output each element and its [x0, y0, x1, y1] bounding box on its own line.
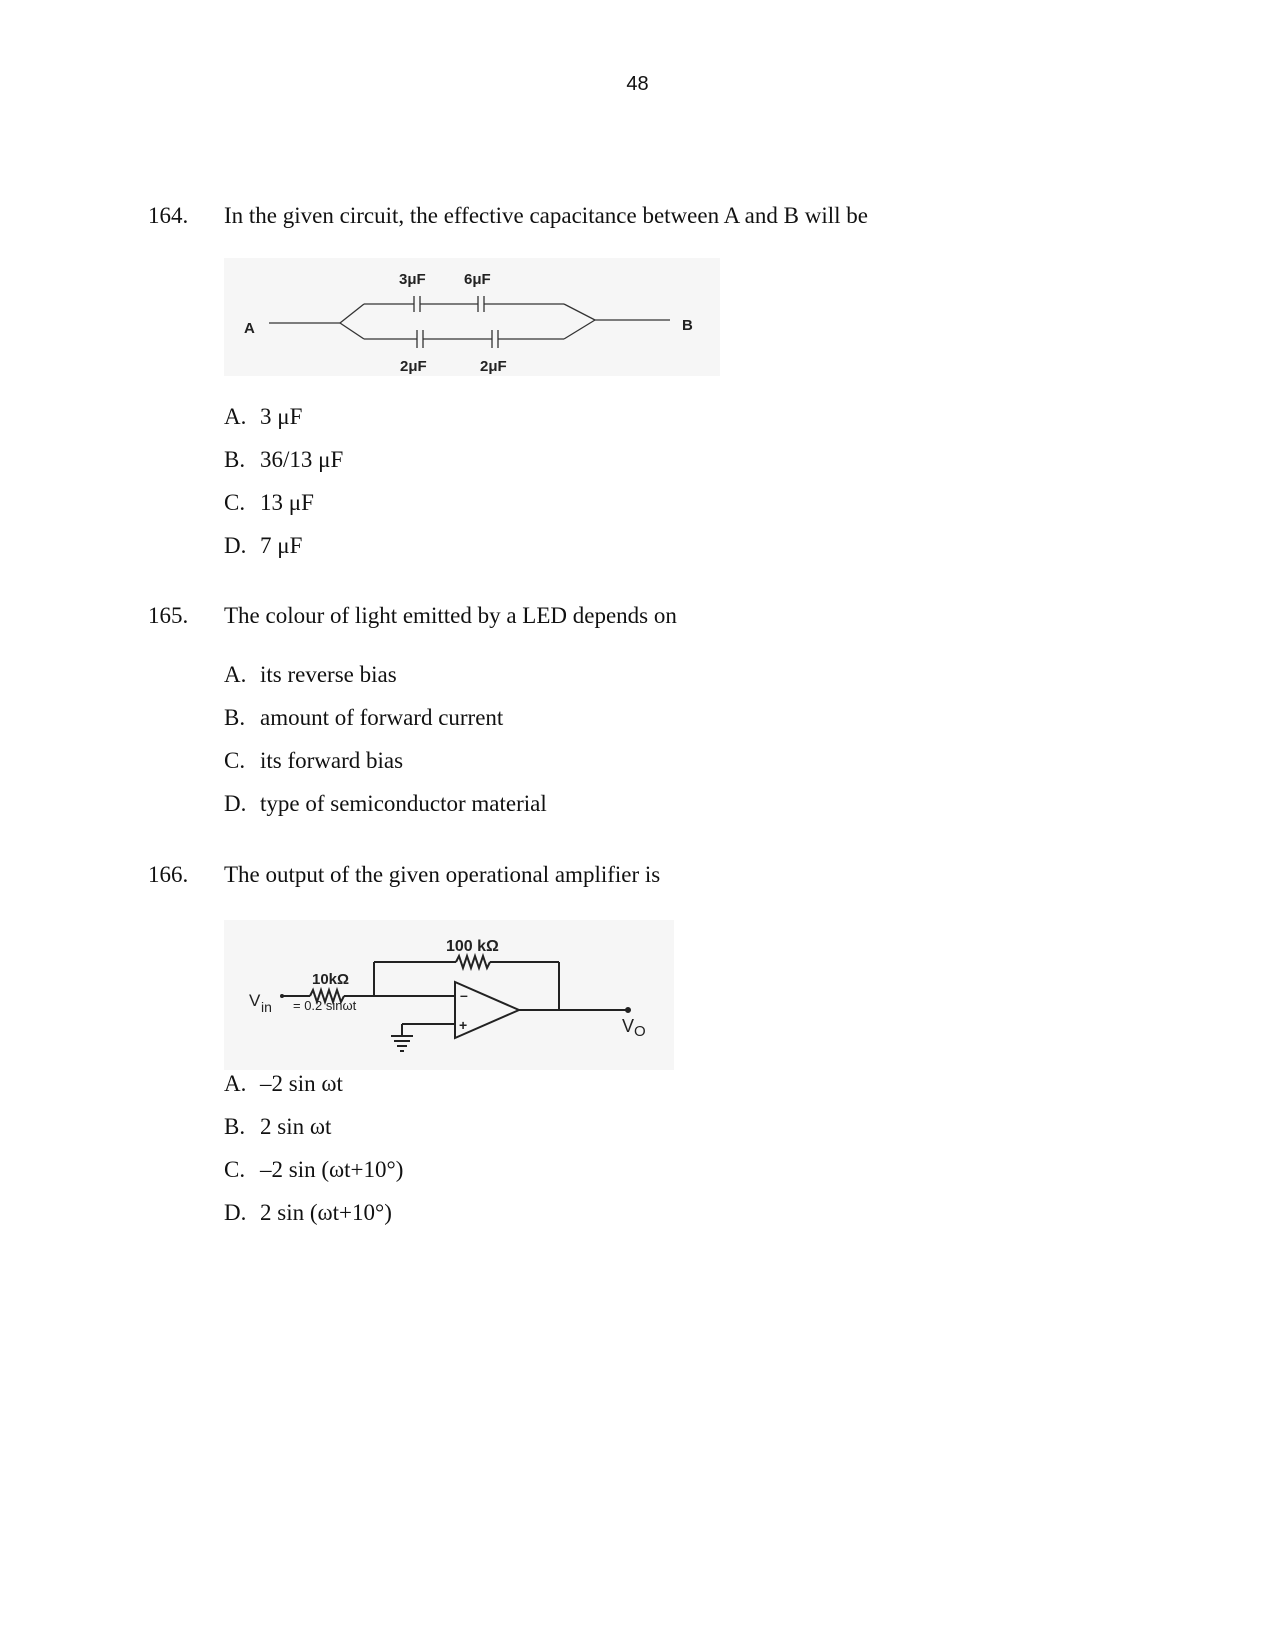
option-164-d: [224, 533, 302, 559]
option-letter: B.: [224, 1114, 246, 1139]
page-number: 48: [626, 73, 649, 95]
node-b-label: B: [682, 317, 693, 334]
question-165-text: The colour of light emitted by a LED depends on: [224, 603, 677, 628]
option-letter: C.: [224, 748, 246, 773]
option-164-b: [224, 447, 343, 473]
option-text: –2 sin (ωt+10°): [260, 1157, 404, 1182]
question-166-number: 166.: [148, 862, 189, 887]
option-letter: A.: [224, 1071, 247, 1096]
input-resistor-label: 10kΩ: [312, 971, 350, 988]
option-text: its forward bias: [260, 748, 404, 773]
capacitor-label-3uf: 3μF: [399, 271, 426, 288]
option-165-c: [224, 748, 403, 774]
option-letter: A.: [224, 662, 247, 687]
option-text: 7 μF: [260, 533, 303, 558]
capacitor-label-2uf-right: 2μF: [480, 358, 507, 375]
feedback-resistor-label: 100 kΩ: [446, 938, 499, 955]
option-166-c: [224, 1157, 403, 1183]
option-text: its reverse bias: [260, 662, 397, 687]
option-text: 36/13 μF: [260, 447, 344, 472]
option-letter: D.: [224, 533, 247, 558]
op-amp-circuit-figure: [224, 920, 674, 1070]
option-letter: C.: [224, 490, 246, 515]
option-letter: B.: [224, 705, 246, 730]
capacitor-label-6uf: 6μF: [464, 271, 491, 288]
option-text: 13 μF: [260, 490, 314, 515]
option-text: amount of forward current: [260, 705, 504, 730]
option-164-c: [224, 490, 314, 516]
option-letter: D.: [224, 1200, 247, 1225]
question-164-text: In the given circuit, the effective capacitance between A and B will be: [224, 203, 868, 228]
option-letter: A.: [224, 404, 247, 429]
option-165-a: [224, 662, 397, 688]
option-text: 3 μF: [260, 404, 303, 429]
vin-symbol: V: [249, 991, 261, 1010]
option-166-d: [224, 1200, 392, 1226]
vout-symbol: V: [622, 1016, 635, 1036]
option-text: –2 sin ωt: [260, 1071, 343, 1096]
question-166-text: The output of the given operational amplifier is: [224, 862, 661, 887]
question-165-number: 165.: [148, 603, 189, 628]
option-text: type of semiconductor material: [260, 791, 547, 816]
option-164-a: [224, 404, 302, 430]
vout-subscript: O: [634, 1023, 646, 1040]
vin-expression: = 0.2 sinωt: [293, 998, 357, 1013]
option-letter: B.: [224, 447, 246, 472]
capacitor-label-2uf-left: 2μF: [400, 358, 427, 375]
option-letter: C.: [224, 1157, 246, 1182]
option-166-a: [224, 1071, 343, 1097]
vin-subscript: in: [261, 999, 272, 1015]
inverting-input-sign: –: [460, 987, 468, 1003]
option-165-d: [224, 791, 547, 817]
option-text: 2 sin ωt: [260, 1114, 332, 1139]
node-a-label: A: [244, 320, 255, 337]
option-165-b: [224, 705, 503, 731]
capacitor-circuit-figure: [224, 258, 720, 376]
noninverting-input-sign: +: [459, 1017, 468, 1033]
question-164-number: 164.: [148, 203, 189, 228]
option-letter: D.: [224, 791, 247, 816]
option-166-b: [224, 1114, 331, 1140]
option-text: 2 sin (ωt+10°): [260, 1200, 392, 1225]
